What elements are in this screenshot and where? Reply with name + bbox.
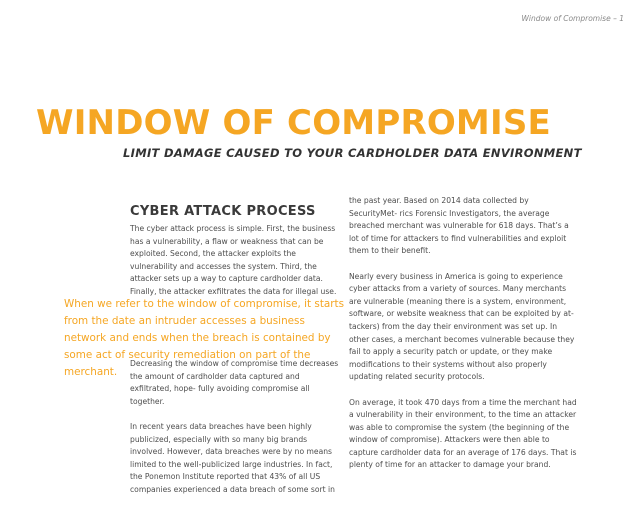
paragraph: The cyber attack process is simple. First, the business has a vulnerability, a flaw or weakness that can be exploited. Second, the attacker exploits the vulnerability and accesses the system. Third, the attacker sets up a way to capture cardholder data. Finally, the attacker exfiltrates the data for illegal use. — [130, 224, 337, 296]
paragraph: Decreasing the window of compromise time decreases the amount of cardholder data captured and exfiltrated, hope- fully avoiding compromise all together. — [130, 359, 339, 406]
section-heading: CYBER ATTACK PROCESS — [130, 204, 316, 219]
paragraph: In recent years data breaches have been highly publicized, especially with so many big brands involved. However, data breaches were by no means limited to the well-publicized large industries. In fact, the Ponemon Institute reported that 43% of all US companies experienced a data breach of some sort in — [130, 421, 335, 494]
pull-quote: When we refer to the window of compromise, it starts from the date an intruder accesses a business network and ends when the breach is contained by some act of security remediation on part of the merchant. — [64, 298, 345, 378]
right-column — [349, 195, 577, 485]
page-subtitle: LIMIT DAMAGE CAUSED TO YOUR CARDHOLDER DATA ENVIRONMENT — [123, 146, 582, 160]
page-title: WINDOW OF COMPROMISE — [36, 103, 551, 143]
paragraph: the past year. Based on 2014 data collected by SecurityMet- rics Forensic Investigators, the average breached merchant was vulnerable for 618 days. That’s a lot of time for attackers to find vulnerabilities and exploit them to their benefit. — [349, 196, 569, 256]
running-header: Window of Compromise – 1 — [521, 14, 624, 23]
left-column-bottom — [130, 358, 340, 509]
paragraph: Nearly every business in America is going to experience cyber attacks from a variety of sources. Many merchants are vulnerable (meaning there is a system, environment, software, or website weakness that can be exploited by at- tackers) from the day their environment was set up. In other cases, a merchant becomes vulnerable because they fail to apply a security patch or update, or they make modifications to their systems without also properly updating related security protocols. — [349, 271, 575, 382]
paragraph: On average, it took 470 days from a time the merchant had a vulnerability in their environment, to the time an attacker was able to compromise the system (the beginning of the window of compromise). Attackers were then able to capture cardholder data for an average of 176 days. That is plenty of time for an attacker to damage your brand. — [349, 397, 577, 470]
